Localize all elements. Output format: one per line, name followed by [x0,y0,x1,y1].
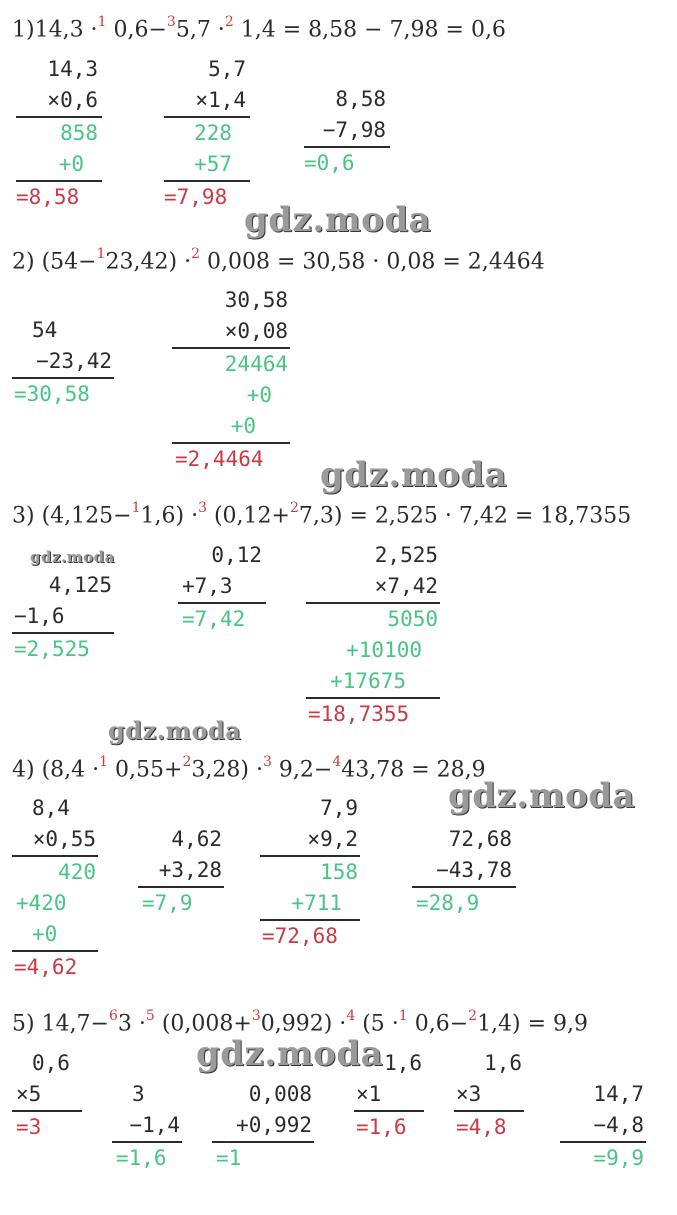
equation-text: (0,12+ [206,503,290,529]
operand: −43,78 [412,855,516,888]
result: =3 [16,1115,42,1139]
equation-text: 7,3) = 2,525 · 7,42 = 18,7355 [298,503,632,529]
task-5-column-1 [12,1048,82,1143]
equation-text: 0,008 = 30,58 · 0,08 = 2,4464 [200,249,545,275]
operand: 7,9 [320,796,358,820]
operand: ×0,6 [16,85,102,118]
task-2-column-multiply [172,285,290,475]
result: =72,68 [262,924,338,948]
step-number: 1 [97,14,107,30]
operand: 1,6 [484,1051,522,1075]
equation-text: 3) (4,125− [12,503,132,529]
result: =28,9 [416,891,480,915]
step-number: 1 [398,1008,408,1024]
task-2-column-subtract [12,315,114,410]
equation-text: 0,6− [106,17,167,43]
equation-text: 0,55+ [108,757,183,783]
operand: ×7,42 [306,571,440,604]
step-number: 3 [262,754,272,770]
result: =4,62 [14,955,78,979]
equation-text: 4) (8,4 · [12,757,100,783]
operand: −1,6 [12,601,114,634]
partial-product: +0 [16,149,102,182]
operand: ×0,08 [172,316,290,349]
step-number: 1 [131,500,141,516]
watermark-logo: gdz.moda [30,548,115,566]
operand: 4,62 [171,827,222,851]
equation-text: 43,78 = 28,9 [341,757,486,783]
task-1-column-subtract [304,84,390,179]
operand: 4,125 [48,573,112,597]
equation-text: 3,28) · [191,757,263,783]
equation-text: 1,4 = 8,58 − 7,98 = 0,6 [233,17,506,43]
partial-product: +57 [164,149,250,182]
result: =1 [216,1146,242,1170]
task-5-column-6 [560,1079,646,1174]
equation-text: 0,992) · [260,1011,347,1037]
result: =4,8 [456,1115,507,1139]
operand: +7,3 [178,571,266,604]
equation-text: (5 · [355,1011,399,1037]
result: =0,6 [304,151,355,175]
result: =30,58 [14,382,90,406]
partial-product: 858 [60,121,98,145]
operand: ×0,55 [12,824,98,857]
operand: ×1 [354,1079,424,1112]
partial-product: 228 [194,121,232,145]
task-1-equation [12,11,506,43]
step-number: 2 [468,1008,478,1024]
partial-product: +0 [246,383,272,407]
partial-product: +10100 [346,638,422,662]
operand: 14,7 [593,1082,644,1106]
partial-product: +0 [12,919,98,952]
step-number: 1 [99,754,109,770]
task-3-column-add [178,540,266,635]
operand: 1,6 [384,1051,422,1075]
equation-text: 23,42) · [105,249,192,275]
step-number: 4 [346,1008,356,1024]
partial-product: +420 [16,891,67,915]
task-2-equation [12,243,545,275]
step-number: 3 [166,14,176,30]
operand: 54 [32,318,58,342]
step-number: 4 [332,754,342,770]
operand: 14,3 [47,57,98,81]
partial-product: 158 [320,860,358,884]
operand: ×5 [12,1079,82,1112]
partial-product: +17675 [306,666,440,699]
operand: 3 [132,1082,145,1106]
step-number: 2 [289,500,299,516]
task-5-column-3 [212,1079,314,1174]
equation-text: 1,4) = 9,9 [477,1011,589,1037]
step-number: 1 [96,246,106,262]
watermark-logo: gdz.moda [196,1034,384,1074]
partial-product: 24464 [224,352,288,376]
task-5-column-2 [112,1079,182,1174]
partial-product: +711 [260,888,360,921]
result: =18,7355 [308,702,410,726]
task-1-column-multiply [16,54,102,213]
operand: 0,12 [211,543,262,567]
result: =7,9 [142,891,193,915]
task-5-equation [12,1005,588,1037]
task-4-column-subtract [412,824,516,919]
equation-text: 2) (54− [12,249,97,275]
operand: 5,7 [208,57,246,81]
watermark-logo: gdz.moda [108,716,242,745]
partial-product: +0 [172,411,290,444]
operand: 2,525 [374,543,438,567]
watermark-logo: gdz.moda [320,455,508,495]
step-number: 2 [182,754,192,770]
equation-text: 0,6− [407,1011,469,1037]
equation-text: 3 · [117,1011,146,1037]
equation-text: 5) 14,7− [12,1011,109,1037]
operand: 0,008 [248,1082,312,1106]
task-3-column-subtract [12,570,114,665]
equation-text: 9,2− [271,757,333,783]
step-number: 5 [145,1008,155,1024]
task-4-equation [12,751,486,783]
equation-text: 1)14,3 · [12,17,98,43]
operand: −23,42 [12,346,114,379]
task-1-column-multiply-2 [164,54,250,213]
step-number: 6 [109,1008,118,1024]
operand: ×9,2 [260,824,360,857]
step-number: 3 [198,500,207,516]
partial-product: 5050 [387,607,438,631]
result: =7,98 [164,185,228,209]
equation-text: (0,008+ [154,1011,252,1037]
task-4-column-multiply [12,793,98,983]
result: =8,58 [16,185,80,209]
operand: ×1,4 [164,85,250,118]
operand: 30,58 [224,288,288,312]
step-number: 2 [191,246,200,262]
operand: 0,6 [32,1051,70,1075]
partial-product: 420 [58,860,96,884]
result: =2,4464 [175,447,264,471]
operand: 72,68 [448,827,512,851]
operand: −4,8 [560,1110,646,1143]
operand: ×3 [454,1079,524,1112]
task-3-column-multiply [306,540,440,730]
task-3-equation [12,497,631,529]
step-number: 2 [224,14,234,30]
result: =1,6 [116,1146,167,1170]
watermark-logo: gdz.moda [244,200,432,240]
operand: 8,58 [335,87,386,111]
result: =2,525 [14,637,90,661]
step-number: 3 [251,1008,261,1024]
operand: +0,992 [212,1110,314,1143]
result: =7,42 [182,607,246,631]
operand: −7,98 [304,115,390,148]
result: =9,9 [593,1146,644,1170]
task-5-column-5 [454,1048,524,1143]
task-4-column-add [138,824,224,919]
equation-text: 1,6) · [140,503,199,529]
result: =1,6 [356,1115,407,1139]
task-4-column-multiply-2 [260,793,360,952]
operand: −1,4 [112,1110,182,1143]
equation-text: 5,7 · [175,17,225,43]
operand: +3,28 [138,855,224,888]
operand: 8,4 [32,796,70,820]
watermark-logo: gdz.moda [448,776,636,816]
